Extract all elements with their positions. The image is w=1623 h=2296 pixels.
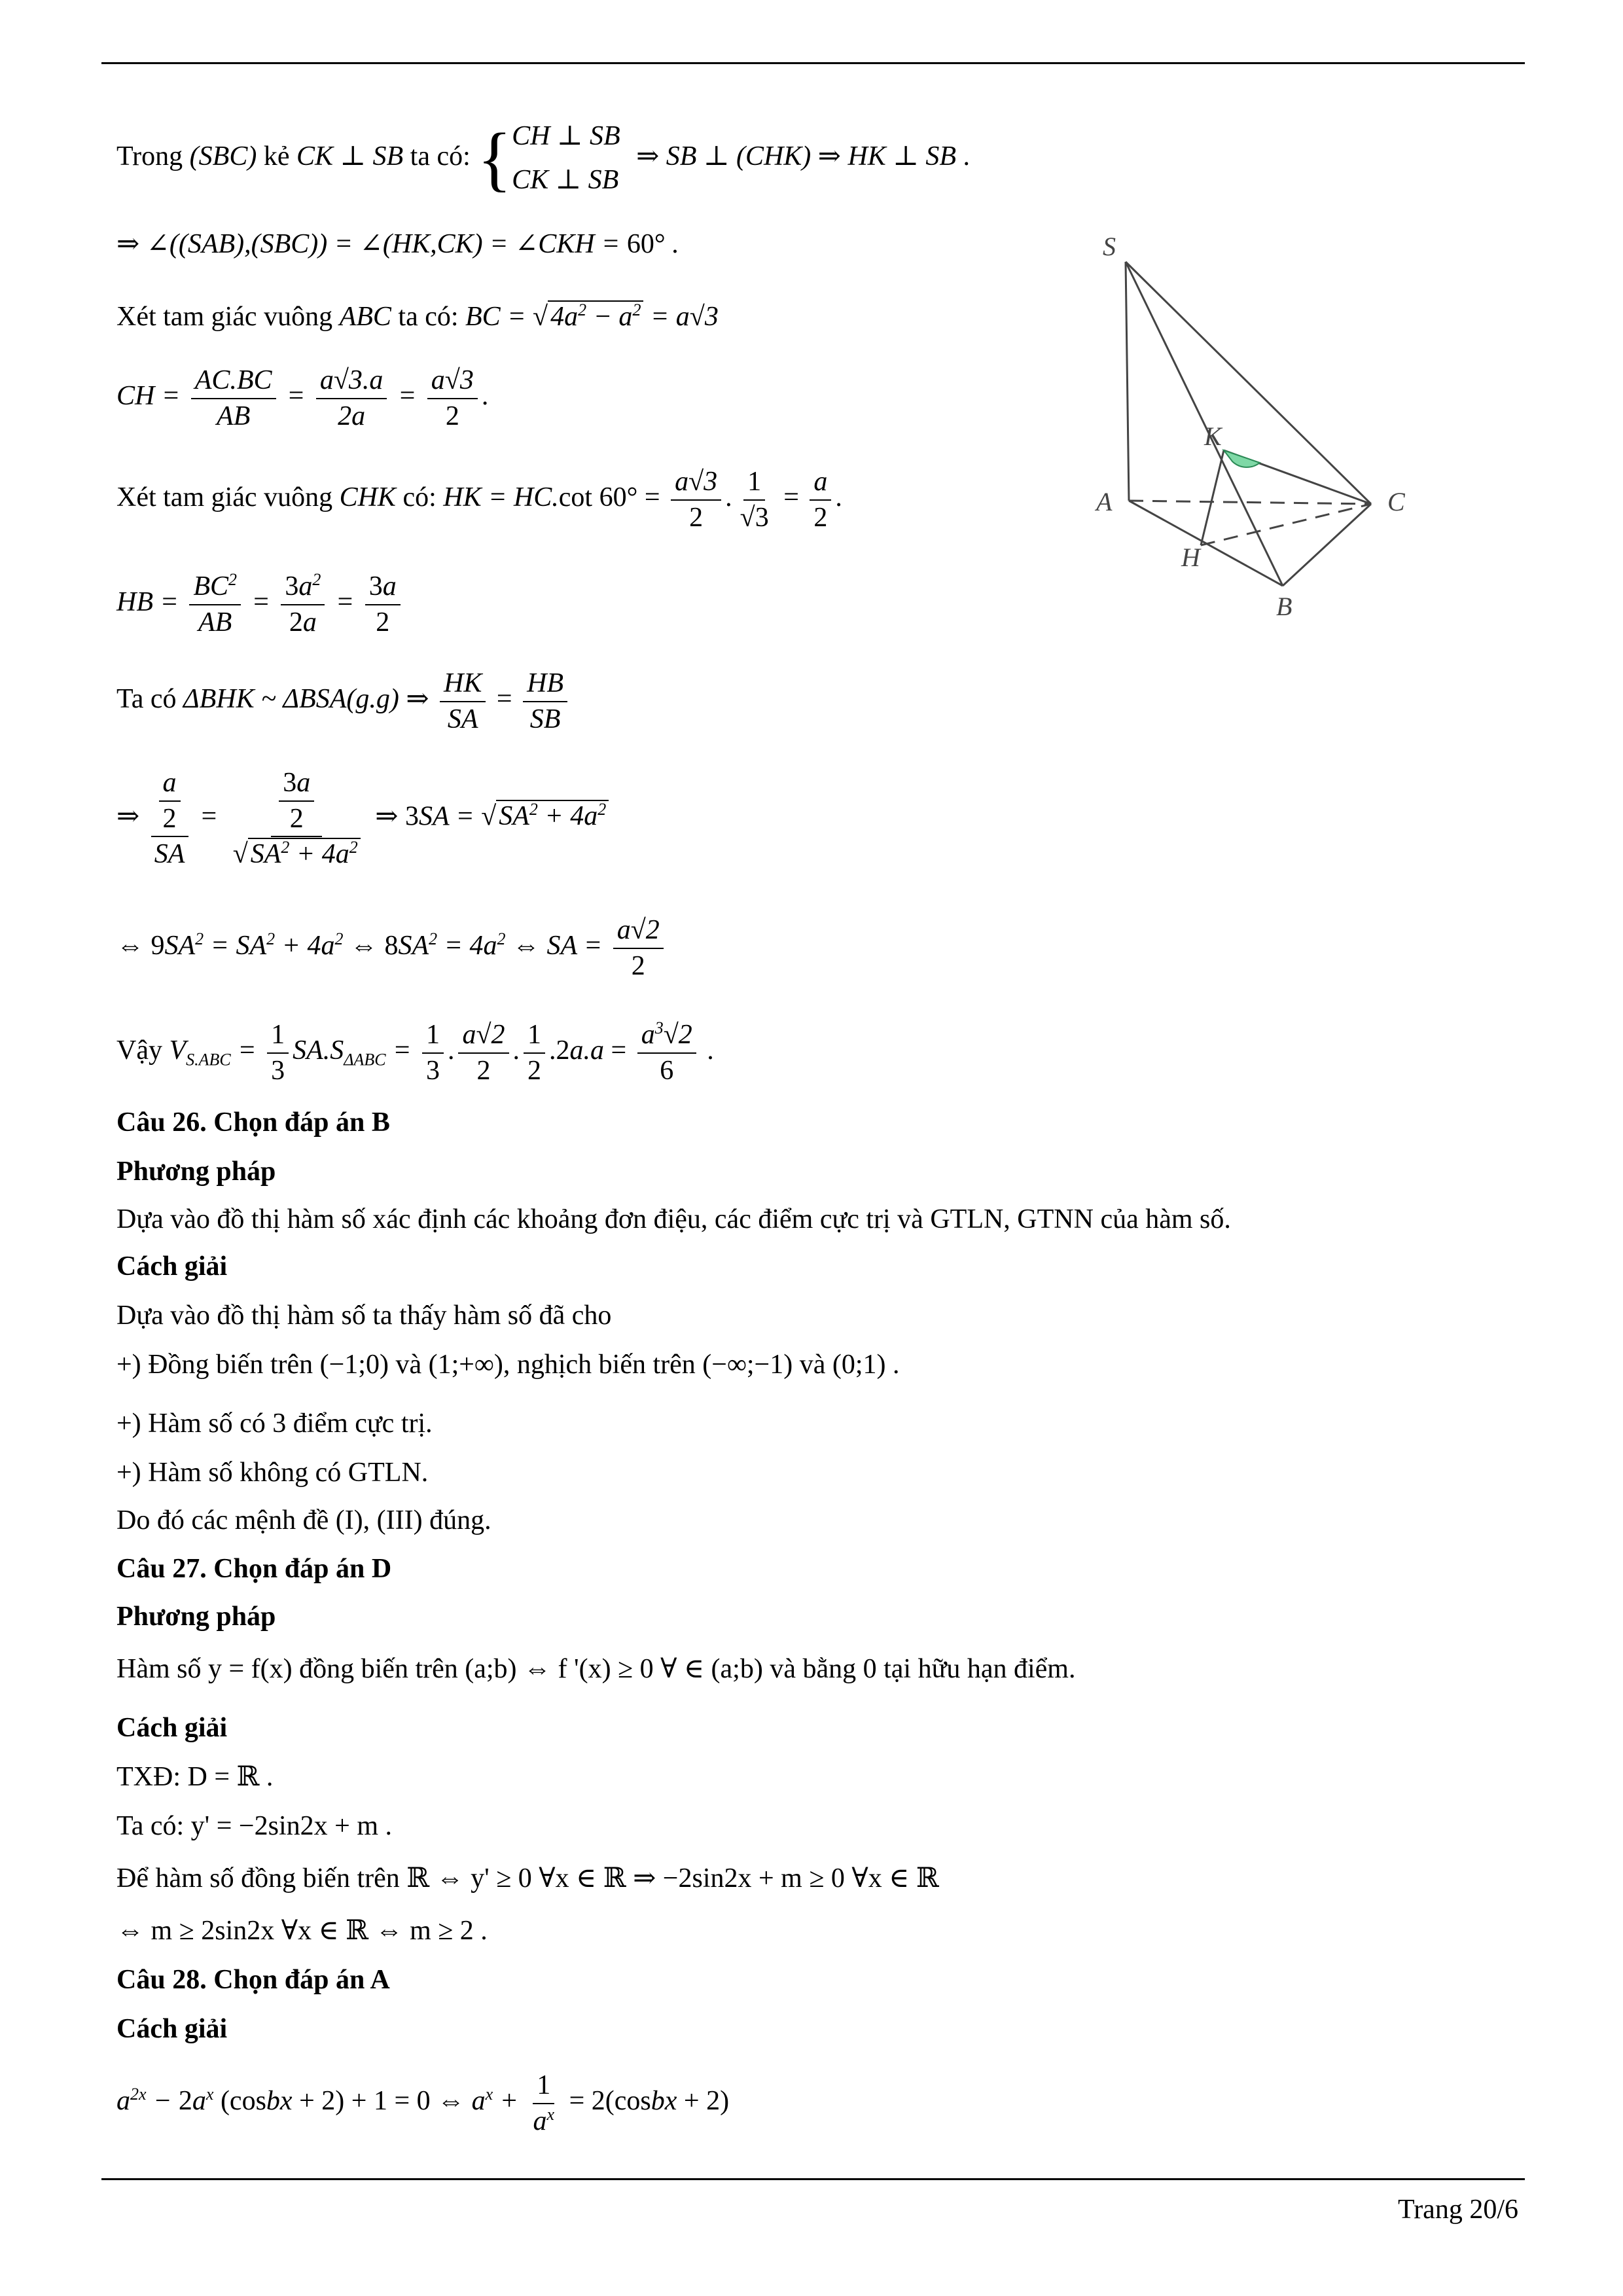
line-10: Vậy $V_{S.ABC}$ = $\frac{1}{3}$ $SA.S_{\Delta ABC}$ = $\frac{1}{3}$ . $\frac{a√2}{2}$ . $\frac{1}{2}$ .2a.a = $\frac{a^3√2}{6}$ . <box>116 1018 714 1086</box>
q27-solution-3: Để hàm số đồng biến trên ℝ ⇔ y' ≥ 0 ∀x ∈ ℝ ⇒ −2sin2x + m ≥ 0 ∀x ∈ ℝ <box>116 1863 939 1893</box>
edge-bc <box>1283 504 1371 586</box>
label-k: K <box>1204 422 1222 451</box>
line-8: ⇒ $\frac{\frac{a}{2}}{SA}$ = $\frac{\frac{3a}{2}}{√SA^2 + 4a^2}$ ⇒ $3SA = √SA^2 + 4a^2$ <box>116 766 609 872</box>
q26-solution-3: +) Hàm số có 3 điểm cực trị. <box>116 1408 433 1439</box>
line-7: Ta có ΔBHK ~ ΔBSA(g.g) ⇒ $\frac{HK}{SA}$ = $\frac{HB}{SB}$ <box>116 666 571 736</box>
footer-rule <box>101 2178 1525 2180</box>
q28-solution-heading: Cách giải <box>116 2014 228 2044</box>
edge-sa <box>1126 262 1129 501</box>
page-number: Trang 20/6 <box>1398 2195 1518 2225</box>
q26-solution-5: Do đó các mệnh đề (I), (III) đúng. <box>116 1505 491 1535</box>
line-9: ⇔ $9SA^2 = SA^2 + 4a^2$ ⇔ $8SA^2 = 4a^2$ ⇔ SA = $\frac{a√2}{2}$ <box>116 913 668 983</box>
line-1: Trong (SBC) kẻ CK ⊥ SB ta có: { CH ⊥ SB CK ⊥ SB ⇒ SB ⊥ (CHK) ⇒ HK ⊥ SB . <box>116 118 970 199</box>
q26-solution-1: Dựa vào đồ thị hàm số ta thấy hàm số đã cho <box>116 1300 612 1331</box>
label-s: S <box>1103 232 1116 261</box>
header-rule <box>101 62 1525 64</box>
q26-method-text: Dựa vào đồ thị hàm số xác định các khoảng đơn điệu, các điểm cực trị và GTLN, GTNN của hàm số. <box>116 1204 1231 1234</box>
label-h: H <box>1181 543 1200 572</box>
edge-hc-hidden <box>1201 504 1371 545</box>
q27-method-heading: Phương pháp <box>116 1602 276 1632</box>
q27-solution-heading: Cách giải <box>116 1713 228 1743</box>
q26-method-heading: Phương pháp <box>116 1157 276 1187</box>
q27-solution-1: TXĐ: D = ℝ . <box>116 1762 274 1792</box>
q28-solution-1: $a^{2x} - 2a^x$ (cosbx + 2) + 1 = 0 ⇔ $a^x$ + $\frac{1}{a^x}$ = 2(cosbx + 2) <box>116 2068 729 2138</box>
pyramid-figure <box>1086 226 1427 625</box>
q26-solution-4: +) Hàm số không có GTLN. <box>116 1458 429 1488</box>
line-3: Xét tam giác vuông ABC ta có: BC = $√4a^2 - a^2 = a√3$ <box>116 300 719 332</box>
angle-marker <box>1224 450 1260 467</box>
line-2: ⇒ ∠((SAB),(SBC)) = ∠(HK,CK) = ∠CKH = 60° . <box>116 229 679 259</box>
q26-solution-2: +) Đồng biến trên (−1;0) và (1;+∞), nghịch biến trên (−∞;−1) và (0;1) . <box>116 1350 900 1380</box>
edge-kh <box>1201 450 1224 545</box>
line-5: Xét tam giác vuông CHK có: HK = HC.cot 60° = $\frac{a√3}{2}$ . $\frac{1}{√3}$ = $\frac{a}{2}$ . <box>116 465 842 535</box>
label-b: B <box>1276 592 1293 621</box>
label-c: C <box>1387 487 1405 516</box>
line-4: CH = $\frac{AC.BC}{AB}$ = $\frac{a√3.a}{2a}$ = $\frac{a√3}{2}$ . <box>116 363 488 433</box>
q27-solution-4: ⇔ m ≥ 2sin2x ∀x ∈ ℝ ⇔ m ≥ 2 . <box>116 1916 488 1946</box>
edge-ac-hidden <box>1129 501 1371 504</box>
q26-title: Câu 26. Chọn đáp án B <box>116 1107 390 1138</box>
q27-title: Câu 27. Chọn đáp án D <box>116 1554 392 1584</box>
q26-solution-heading: Cách giải <box>116 1251 228 1282</box>
line-6: HB = $\frac{BC^2}{AB}$ = $\frac{3a^2}{2a}$ = $\frac{3a}{2}$ <box>116 569 404 639</box>
q28-title: Câu 28. Chọn đáp án A <box>116 1965 390 1995</box>
label-a: A <box>1096 487 1113 516</box>
q27-solution-2: Ta có: y' = −2sin2x + m . <box>116 1811 392 1841</box>
q27-method-text: Hàm số y = f(x) đồng biến trên (a;b) ⇔ f '(x) ≥ 0 ∀ ∈ (a;b) và bằng 0 tại hữu hạn điểm. <box>116 1654 1076 1684</box>
